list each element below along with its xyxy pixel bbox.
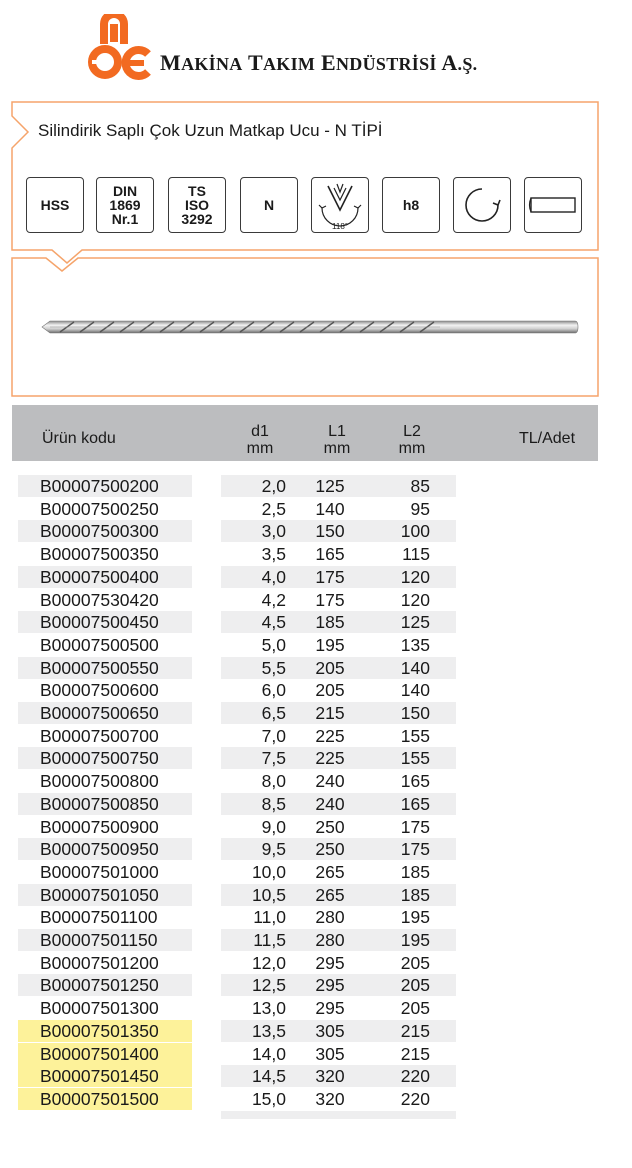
d1-value: 4,5 [261, 612, 286, 632]
l2-value: 205 [400, 953, 430, 973]
table-row-code [18, 702, 192, 724]
table-row-code [18, 816, 192, 838]
d1-value: 2,5 [261, 499, 286, 519]
l1-value: 305 [315, 1021, 345, 1041]
product-code: B00007501450 [40, 1066, 159, 1086]
table-row-values [221, 929, 456, 951]
table-row-code [18, 747, 192, 769]
d1-value: 7,0 [261, 726, 286, 746]
table-row-values [221, 589, 456, 611]
l2-value: 165 [400, 794, 430, 814]
d1-value: 9,5 [261, 839, 286, 859]
table-row-values [221, 838, 456, 860]
product-code: B00007500300 [40, 521, 159, 541]
l1-value: 205 [315, 658, 345, 678]
product-code: B00007500700 [40, 726, 159, 746]
col-d1-label: d1 [251, 423, 269, 440]
l2-value: 220 [400, 1089, 430, 1109]
product-code: B00007500250 [40, 499, 159, 519]
d1-value: 5,5 [261, 658, 286, 678]
table-row-values [221, 770, 456, 792]
l2-value: 175 [400, 839, 430, 859]
d1-value: 15,0 [251, 1089, 286, 1109]
l1-value: 140 [315, 499, 345, 519]
table-row-code [18, 1088, 192, 1110]
d1-value: 4,2 [261, 590, 286, 610]
l2-value: 100 [400, 521, 430, 541]
d1-value: 6,0 [261, 680, 286, 700]
l1-value: 175 [315, 567, 345, 587]
l1-value: 320 [315, 1089, 345, 1109]
l1-value: 320 [315, 1066, 345, 1086]
product-code: B00007500450 [40, 612, 159, 632]
table-row-values [221, 816, 456, 838]
l2-value: 120 [400, 590, 430, 610]
l1-value: 125 [315, 476, 345, 496]
table-row-code [18, 861, 192, 883]
l1-value: 265 [315, 862, 345, 882]
l2-value: 155 [400, 726, 430, 746]
table-row-code [18, 1065, 192, 1087]
type-n-icon [240, 177, 298, 233]
table-row-values [221, 520, 456, 542]
l1-value: 280 [315, 907, 345, 927]
col-d1-header [240, 423, 280, 457]
product-code: B00007500650 [40, 703, 159, 723]
table-row-values [221, 725, 456, 747]
table-row-code [18, 952, 192, 974]
table-row-values [221, 1043, 456, 1065]
l1-value: 305 [315, 1044, 345, 1064]
product-code: B00007501250 [40, 975, 159, 995]
product-code: B00007501050 [40, 885, 159, 905]
l1-value: 205 [315, 680, 345, 700]
l1-value: 165 [315, 544, 345, 564]
l2-value: 155 [400, 748, 430, 768]
company-name: MAKİNA TAKIM ENDÜSTRİSİ A.Ş. [160, 50, 478, 75]
table-row-code [18, 1043, 192, 1065]
product-code: B00007500500 [40, 635, 159, 655]
table-row-values [221, 974, 456, 996]
l1-value: 215 [315, 703, 345, 723]
product-code: B00007501150 [40, 930, 158, 950]
tolerance-h8-icon [382, 177, 440, 233]
table-row-values [221, 861, 456, 883]
l2-value: 120 [400, 567, 430, 587]
table-row-values [221, 793, 456, 815]
d1-value: 5,0 [261, 635, 286, 655]
table-row-code [18, 634, 192, 656]
l1-value: 280 [315, 930, 345, 950]
mte-logo-icon [82, 14, 152, 80]
l1-value: 225 [315, 748, 345, 768]
d1-value: 14,5 [251, 1066, 286, 1086]
l1-value: 265 [315, 885, 345, 905]
cylindrical-shank-icon [524, 177, 582, 233]
l2-value: 125 [400, 612, 430, 632]
table-row-code [18, 770, 192, 792]
d1-value: 10,5 [251, 885, 286, 905]
l1-value: 295 [315, 953, 345, 973]
l2-value: 195 [400, 907, 430, 927]
table-row-values [221, 906, 456, 928]
l1-value: 250 [315, 839, 345, 859]
col-l1-label: L1 [328, 423, 346, 440]
table-row-values [221, 543, 456, 565]
product-code: B00007500900 [40, 817, 159, 837]
l2-value: 205 [400, 975, 430, 995]
d1-value: 4,0 [261, 567, 286, 587]
l1-value: 250 [315, 817, 345, 837]
point-angle-label: 118° [332, 222, 348, 231]
l2-value: 205 [400, 998, 430, 1018]
product-code: B00007500200 [40, 476, 159, 496]
col-code-header: Ürün kodu [42, 430, 116, 447]
product-code: B00007501000 [40, 862, 159, 882]
product-title: Silindirik Saplı Çok Uzun Matkap Ucu - N TİPİ [38, 121, 383, 140]
product-code: B00007501300 [40, 998, 159, 1018]
d1-value: 2,0 [261, 476, 286, 496]
table-row-values [221, 657, 456, 679]
table-row-code [18, 1020, 192, 1042]
table-row-values [221, 1088, 456, 1110]
l2-value: 140 [400, 658, 430, 678]
product-code: B00007501400 [40, 1044, 159, 1064]
table-row-code [18, 997, 192, 1019]
product-code: B00007500850 [40, 794, 159, 814]
d1-value: 10,0 [251, 862, 286, 882]
table-row-values [221, 747, 456, 769]
col-l1-unit: mm [323, 440, 351, 457]
table-row-code [18, 974, 192, 996]
product-code: B00007501500 [40, 1089, 159, 1109]
table-row-values [221, 997, 456, 1019]
product-code: B00007501200 [40, 953, 159, 973]
d1-value: 9,0 [261, 817, 286, 837]
product-code: B00007501350 [40, 1021, 159, 1041]
product-code: B00007500550 [40, 658, 159, 678]
d1-value: 8,0 [261, 771, 286, 791]
d1-value: 12,0 [251, 953, 286, 973]
material-hss-icon [26, 177, 84, 233]
l2-value: 85 [410, 476, 430, 496]
col-l2-label: L2 [403, 423, 421, 440]
d1-value: 11,5 [253, 930, 286, 950]
d1-value: 3,0 [261, 521, 286, 541]
table-row-values [221, 952, 456, 974]
col-l1-header [317, 423, 357, 457]
product-code: B00007500400 [40, 567, 159, 587]
l1-value: 185 [315, 612, 345, 632]
d1-value: 11,0 [253, 907, 286, 927]
table-row-values [221, 475, 456, 497]
table-row-code [18, 611, 192, 633]
product-code: B00007500950 [40, 839, 159, 859]
l2-value: 220 [400, 1066, 430, 1086]
table-row-code [18, 589, 192, 611]
product-code: B00007500750 [40, 748, 159, 768]
table-row-code [18, 929, 192, 951]
table-row-code [18, 566, 192, 588]
l1-value: 150 [315, 521, 345, 541]
l1-value: 295 [315, 998, 345, 1018]
d1-value: 14,0 [251, 1044, 286, 1064]
table-row-values [221, 566, 456, 588]
l1-value: 225 [315, 726, 345, 746]
l2-value: 215 [400, 1044, 430, 1064]
l2-value: 135 [400, 635, 430, 655]
col-price-header: TL/Adet [518, 430, 576, 447]
d1-value: 13,0 [251, 998, 286, 1018]
l1-value: 175 [315, 590, 345, 610]
table-row-values [221, 611, 456, 633]
col-d1-unit: mm [246, 440, 274, 457]
l2-value: 115 [402, 544, 430, 564]
rotation-right-icon [453, 177, 511, 233]
table-row-values [221, 884, 456, 906]
material-hss-label: HSS [40, 197, 70, 213]
drill-bit-image [40, 316, 580, 338]
l1-value: 240 [315, 794, 345, 814]
table-row-code [18, 498, 192, 520]
table-row-values [221, 1020, 456, 1042]
col-l2-header [392, 423, 432, 457]
l2-value: 185 [400, 885, 430, 905]
standard-ts-iso-label: TS ISO 3292 [181, 183, 213, 227]
table-row-code [18, 520, 192, 542]
table-row-code [18, 725, 192, 747]
product-code: B00007501100 [40, 907, 158, 927]
l2-value: 95 [410, 499, 430, 519]
standard-din-label: DIN 1869 Nr.1 [109, 183, 141, 227]
l2-value: 175 [400, 817, 430, 837]
product-code: B00007530420 [40, 590, 159, 610]
d1-value: 12,5 [251, 975, 286, 995]
point-angle-icon [311, 177, 369, 233]
d1-value: 6,5 [261, 703, 286, 723]
standard-ts-iso-icon [168, 177, 226, 233]
product-code: B00007500350 [40, 544, 159, 564]
table-row-code [18, 475, 192, 497]
tolerance-h8-label: h8 [402, 197, 420, 213]
table-footer-strip [221, 1111, 456, 1119]
l2-value: 215 [400, 1021, 430, 1041]
table-header [12, 405, 598, 461]
table-row-code [18, 884, 192, 906]
d1-value: 7,5 [261, 748, 286, 768]
d1-value: 3,5 [261, 544, 286, 564]
d1-value: 13,5 [251, 1021, 286, 1041]
table-row-values [221, 679, 456, 701]
standard-din-icon [96, 177, 154, 233]
table-row-values [221, 634, 456, 656]
l2-value: 140 [400, 680, 430, 700]
table-row-values [221, 498, 456, 520]
type-n-label: N [263, 197, 275, 213]
l2-value: 150 [400, 703, 430, 723]
table-row-code [18, 679, 192, 701]
table-row-code [18, 657, 192, 679]
product-code: B00007500600 [40, 680, 159, 700]
d1-value: 8,5 [261, 794, 286, 814]
product-code: B00007500800 [40, 771, 159, 791]
table-row-code [18, 793, 192, 815]
table-row-code [18, 906, 192, 928]
l1-value: 195 [315, 635, 345, 655]
l2-value: 165 [400, 771, 430, 791]
table-row-code [18, 543, 192, 565]
l1-value: 295 [315, 975, 345, 995]
table-row-values [221, 1065, 456, 1087]
l2-value: 185 [400, 862, 430, 882]
table-row-values [221, 702, 456, 724]
l2-value: 195 [400, 930, 430, 950]
col-l2-unit: mm [398, 440, 426, 457]
table-row-code [18, 838, 192, 860]
l1-value: 240 [315, 771, 345, 791]
